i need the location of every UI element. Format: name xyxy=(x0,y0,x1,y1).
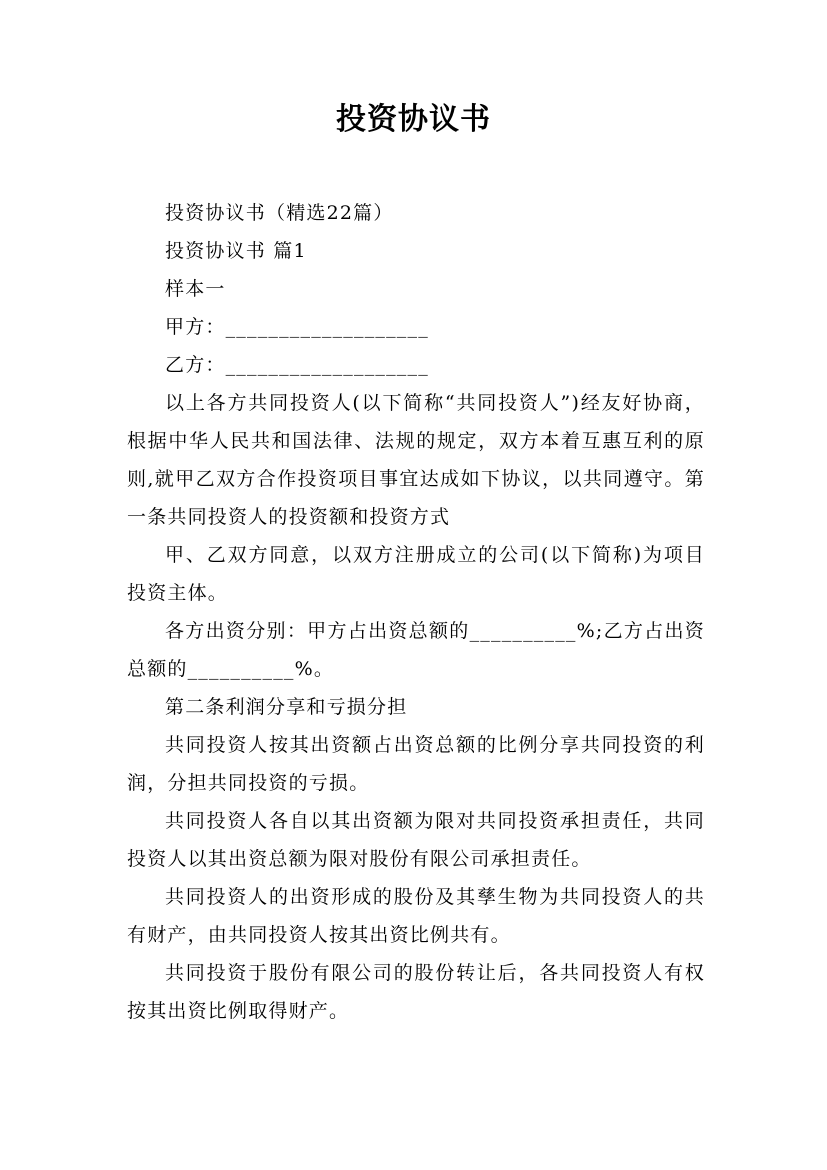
party-a-field: 甲方：___________________ xyxy=(165,316,429,338)
document-body xyxy=(127,194,705,1030)
paragraph: 共同投资人各自以其出资额为限对共同投资承担责任，共同投资人以其出资总额为限对股份有限公司承担责任。 xyxy=(127,810,705,870)
article-heading: 第二条利润分享和亏损分担 xyxy=(165,696,408,718)
paragraph: 共同投资人的出资形成的股份及其孳生物为共同投资人的共有财产，由共同投资人按其出资比例共有。 xyxy=(127,886,705,946)
sample-label: 样本一 xyxy=(165,278,226,300)
paragraph: 各方出资分别：甲方占出资总额的__________%;乙方占出资总额的__________%。 xyxy=(127,620,705,680)
paragraph: 共同投资于股份有限公司的股份转让后，各共同投资人有权按其出资比例取得财产。 xyxy=(127,962,705,1022)
section-heading: 投资协议书 篇1 xyxy=(165,240,307,262)
party-b-field: 乙方：___________________ xyxy=(165,354,429,376)
doc-subtitle: 投资协议书（精选22篇） xyxy=(165,202,394,224)
document-title: 投资协议书 xyxy=(336,102,491,137)
paragraph: 共同投资人按其出资额占出资总额的比例分享共同投资的利润，分担共同投资的亏损。 xyxy=(127,734,705,794)
paragraph: 甲、乙双方同意，以双方注册成立的公司(以下简称)为项目投资主体。 xyxy=(127,544,705,604)
paragraph: 以上各方共同投资人(以下简称“共同投资人”)经友好协商，根据中华人民共和国法律、法规的规定，双方本着互惠互利的原则,就甲乙双方合作投资项目事宜达成如下协议，以共同遵守。第一条共同投资人的投资额和投资方式 xyxy=(127,392,705,528)
